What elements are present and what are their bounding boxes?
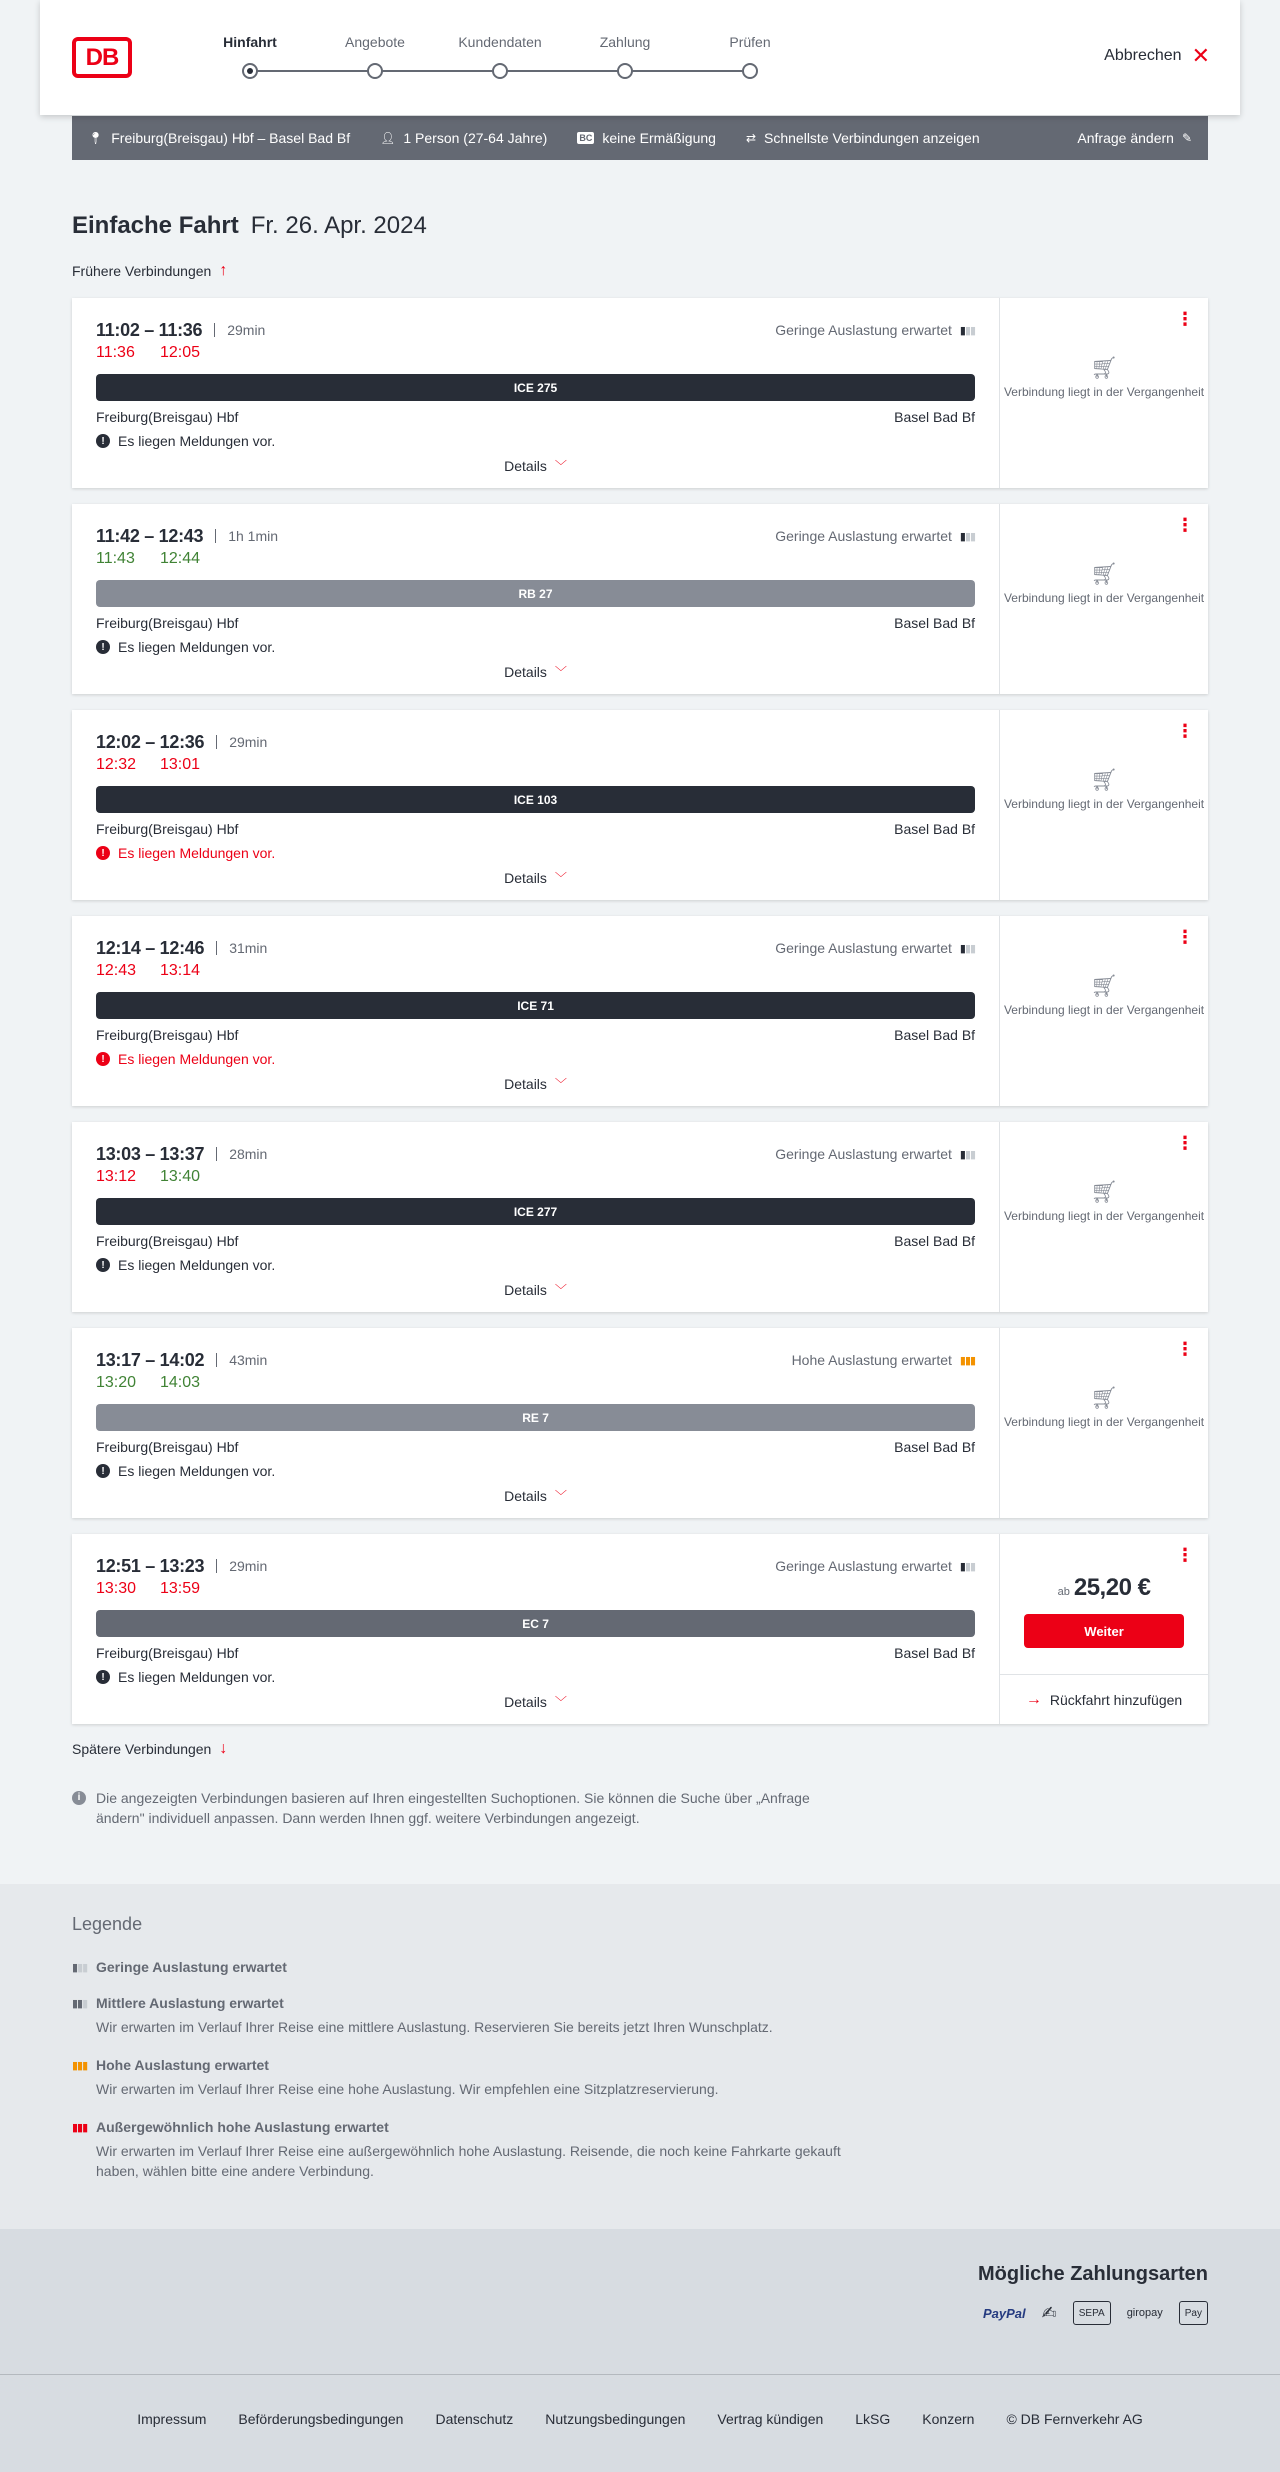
progress-steps [210,34,771,84]
cancel-button[interactable]: Abbrechen ✕ [1104,43,1210,68]
step-kundendaten: Kundendaten [440,34,560,58]
planned-times: 11:42 – 12:43 [96,525,204,546]
alert-icon: ! [96,640,110,654]
legend-item-medium: ▮▮▮ Mittlere Auslastung erwartet Wir erwarten im Verlauf Ihrer Reise eine mittlere Auslastung. Reservieren Sie bereits jetzt Ihren Wunschplatz. [72,1995,773,2035]
legend-title: Legende [72,1914,143,1934]
notice: ! Es liegen Meldungen vor. [96,1051,975,1067]
details-toggle[interactable]: Details ﹀ [504,1693,567,1710]
more-options-icon[interactable]: ⋮ [1176,1133,1194,1153]
realtime-arrival: 12:44 [160,550,201,567]
realtime-departure: 13:20 [96,1374,137,1391]
page-title-row [72,212,1208,240]
realtime-arrival: 13:40 [160,1168,201,1185]
connection-main[interactable] [72,1122,999,1312]
arrival-station: Basel Bad Bf [894,1233,976,1249]
alert-icon: ! [96,1464,110,1478]
realtime-arrival: 13:59 [160,1580,201,1597]
more-options-icon[interactable]: ⋮ [1176,515,1194,535]
connection-card [72,1328,1208,1518]
planned-times: 13:17 – 14:02 [96,1349,205,1370]
connection-side [999,710,1208,900]
planned-times: 11:02 – 11:36 [96,319,203,340]
load-low-icon: ▮▮▮ [72,1961,88,1974]
duration: 31min [229,940,268,956]
load-indicator: Geringe Auslastung erwartet ▮▮▮ [775,1558,976,1574]
details-toggle[interactable]: Details ﹀ [504,869,567,886]
later-connections-link[interactable]: Spätere Verbindungen ↓ [72,1740,228,1757]
connection-main[interactable] [72,916,999,1106]
price: ab 25,20 € [1057,1574,1151,1601]
realtime-departure: 13:30 [96,1580,137,1597]
query-discount: BC keine Ermäßigung [579,130,716,146]
more-options-icon[interactable]: ⋮ [1176,1339,1194,1359]
more-options-icon[interactable]: ⋮ [1176,1545,1194,1565]
duration: 29min [229,1558,268,1574]
train-bar: RE 7 [96,1404,975,1431]
step-dot [492,63,508,79]
load-indicator: Hohe Auslastung erwartet ▮▮▮ [791,1352,976,1368]
cart-icon: 🛒︎ [1090,561,1118,586]
train-bar: ICE 71 [96,992,975,1019]
payment-methods [0,2229,1280,2374]
query-persons: 👤︎ 1 Person (27-64 Jahre) [380,130,548,146]
planned-times: 12:51 – 13:23 [96,1555,205,1576]
more-options-icon[interactable]: ⋮ [1176,927,1194,947]
load-extreme-icon: ▮▮▮ [72,2121,88,2134]
add-return-trip-button[interactable]: → Rückfahrt hinzufügen [1000,1674,1208,1724]
connection-main[interactable] [72,504,999,694]
notice: ! Es liegen Meldungen vor. [96,1669,975,1685]
query-route: 📍︎ Freiburg(Breisgau) Hbf – Basel Bad Bf [88,130,351,146]
cart-icon: 🛒︎ [1090,1385,1118,1410]
arrival-station: Basel Bad Bf [894,821,976,837]
load-medium-icon: ▮▮▮ [72,1997,88,2010]
train-bar: ICE 275 [96,374,975,401]
connection-side [999,1328,1208,1518]
footer-link-konzern[interactable]: Konzern [922,2410,975,2427]
location-pin-icon: 📍︎ [88,131,104,145]
arrival-station: Basel Bad Bf [894,409,976,425]
query-fastest: ⇄ Schnellste Verbindungen anzeigen [745,130,980,146]
alert-icon: ! [96,1052,110,1066]
connection-card [72,916,1208,1106]
realtime-departure: 13:12 [96,1168,137,1185]
continue-button[interactable]: Weiter [1024,1614,1184,1648]
planned-times: 12:02 – 12:36 [96,731,205,752]
realtime-departure: 11:36 [96,344,135,361]
chevron-down-icon: ﹀ [554,459,567,473]
footer-link-befoerderungsbedingungen[interactable]: Beförderungsbedingungen [238,2410,404,2427]
legend [0,1884,1280,2229]
connection-card [72,504,1208,694]
connection-card [72,1534,1208,1724]
arrow-right-icon: → [1025,1690,1042,1708]
past-connection-note: 🛒︎ Verbindung liegt in der Vergangenheit [1000,360,1208,400]
footer-link-nutzungsbedingungen[interactable]: Nutzungsbedingungen [545,2410,686,2427]
realtime-arrival: 13:14 [160,962,201,979]
connection-list [0,298,1280,1724]
connection-main[interactable] [72,298,999,488]
footer-link-lksg[interactable]: LkSG [855,2410,891,2427]
notice: ! Es liegen Meldungen vor. [96,1463,975,1479]
cart-icon: 🛒︎ [1090,355,1118,380]
legend-item-extreme: ▮▮▮ Außergewöhnlich hohe Auslastung erwartet Wir erwarten im Verlauf Ihrer Reise eine außergewöhnlich hohe Auslastung. Reisende, die noch keine Fahrkarte gekauft haben, wählen bitte eine andere Verbindung. [72,2119,841,2179]
arrival-station: Basel Bad Bf [894,1439,976,1455]
change-request-button[interactable]: Anfrage ändern ✎ [1077,130,1192,146]
duration: 28min [229,1146,268,1162]
connection-side [999,916,1208,1106]
connection-main[interactable] [72,1328,999,1518]
footer [0,2374,1280,2472]
step-dot [617,63,633,79]
cart-icon: 🛒︎ [1090,767,1118,792]
paypal-icon: PayPal [983,2305,1026,2321]
step-dot [742,63,758,79]
details-toggle[interactable]: Details ﹀ [504,663,567,680]
step-hinfahrt: Hinfahrt [190,34,310,58]
load-low-icon: ▮▮▮ [959,1148,976,1161]
arrival-station: Basel Bad Bf [894,615,976,631]
footer-link-impressum[interactable]: Impressum [137,2410,207,2427]
past-connection-note: 🛒︎ Verbindung liegt in der Vergangenheit [1000,772,1208,812]
chevron-down-icon: ﹀ [554,871,567,885]
planned-times: 13:03 – 13:37 [96,1143,205,1164]
realtime-departure: 12:43 [96,962,137,979]
footer-link-vertrag-kuendigen[interactable]: Vertrag kündigen [717,2410,824,2427]
chevron-down-icon: ﹀ [554,1077,567,1091]
load-high-icon: ▮▮▮ [959,1354,976,1367]
alert-icon: ! [96,434,110,448]
close-icon: ✕ [1191,43,1210,68]
alert-icon: ! [96,1258,110,1272]
load-high-icon: ▮▮▮ [72,2059,88,2072]
details-toggle[interactable]: Details ﹀ [504,457,567,474]
load-low-icon: ▮▮▮ [959,1560,976,1573]
train-bar: ICE 103 [96,786,975,813]
chevron-down-icon: ﹀ [554,665,567,679]
departure-station: Freiburg(Breisgau) Hbf [96,1027,239,1043]
load-indicator: Geringe Auslastung erwartet ▮▮▮ [775,1146,976,1162]
query-bar [72,116,1208,160]
chevron-down-icon: ﹀ [554,1283,567,1297]
page-title: Einfache Fahrt [72,212,239,239]
load-indicator: Geringe Auslastung erwartet ▮▮▮ [775,528,976,544]
arrival-station: Basel Bad Bf [894,1645,976,1661]
departure-station: Freiburg(Breisgau) Hbf [96,409,239,425]
step-pruefen: Prüfen [690,34,810,58]
duration: 1h 1min [228,528,279,544]
realtime-arrival: 14:03 [160,1374,201,1391]
switch-arrows-icon: ⇄ [745,131,757,145]
step-dot [242,63,258,79]
more-options-icon[interactable]: ⋮ [1176,721,1194,741]
load-indicator: Geringe Auslastung erwartet ▮▮▮ [775,940,976,956]
load-low-icon: ▮▮▮ [959,942,976,955]
chevron-down-icon: ﹀ [554,1489,567,1503]
realtime-departure: 12:32 [96,756,137,773]
footer-copyright: © DB Fernverkehr AG [1006,2410,1143,2427]
connection-card [72,1122,1208,1312]
earlier-connections-link[interactable]: Frühere Verbindungen ↑ [72,262,228,279]
notice: ! Es liegen Meldungen vor. [96,433,975,449]
departure-station: Freiburg(Breisgau) Hbf [96,1233,239,1249]
duration: 29min [227,322,266,338]
legend-item-high: ▮▮▮ Hohe Auslastung erwartet Wir erwarten im Verlauf Ihrer Reise eine hohe Auslastung. Wir empfehlen eine Sitzplatzreservierung. [72,2057,719,2097]
connection-card [72,710,1208,900]
notice: ! Es liegen Meldungen vor. [96,1257,975,1273]
realtime-arrival: 13:01 [160,756,201,773]
giropay-icon: giropay [1126,2307,1163,2319]
alert-icon: ! [96,1670,110,1684]
step-dot [367,63,383,79]
connection-main[interactable] [72,710,999,900]
sepa-icon: SEPA [1073,2301,1111,2325]
past-connection-note: 🛒︎ Verbindung liegt in der Vergangenheit [1000,1184,1208,1224]
connection-side [999,1534,1208,1724]
realtime-departure: 11:43 [96,550,135,567]
planned-times: 12:14 – 12:46 [96,937,205,958]
past-connection-note: 🛒︎ Verbindung liegt in der Vergangenheit [1000,978,1208,1018]
legend-item-low: ▮▮▮ Geringe Auslastung erwartet [72,1959,287,1975]
credit-card-icon: ✍︎ [1041,2302,1057,2323]
connection-side [999,1122,1208,1312]
duration: 29min [229,734,268,750]
load-low-icon: ▮▮▮ [959,530,976,543]
search-info: i Die angezeigten Verbindungen basieren auf Ihren eingestellten Suchoptionen. Sie können die Suche über „Anfrage ändern" individuell anpassen. Dann werden Ihnen ggf. weitere Verbindungen angezeigt. [72,1788,852,1828]
person-icon: 👤︎ [380,131,396,145]
cart-icon: 🛒︎ [1090,1179,1118,1204]
notice: ! Es liegen Meldungen vor. [96,845,975,861]
past-connection-note: 🛒︎ Verbindung liegt in der Vergangenheit [1000,1390,1208,1430]
connection-main[interactable] [72,1534,999,1724]
arrival-station: Basel Bad Bf [894,1027,976,1043]
alert-icon: ! [96,846,110,860]
details-toggle[interactable]: Details ﹀ [504,1281,567,1298]
departure-station: Freiburg(Breisgau) Hbf [96,615,239,631]
notice: ! Es liegen Meldungen vor. [96,639,975,655]
info-icon: i [72,1791,86,1805]
connection-side [999,504,1208,694]
cart-icon: 🛒︎ [1090,973,1118,998]
db-logo[interactable]: DB [72,37,132,78]
footer-link-datenschutz[interactable]: Datenschutz [435,2410,514,2427]
header [40,0,1240,115]
load-low-icon: ▮▮▮ [959,324,976,337]
more-options-icon[interactable]: ⋮ [1176,309,1194,329]
travel-date: Fr. 26. Apr. 2024 [250,212,427,239]
train-bar: ICE 277 [96,1198,975,1225]
train-bar: EC 7 [96,1610,975,1637]
train-bar: RB 27 [96,580,975,607]
departure-station: Freiburg(Breisgau) Hbf [96,821,239,837]
connection-card [72,298,1208,488]
departure-station: Freiburg(Breisgau) Hbf [96,1439,239,1455]
duration: 43min [229,1352,268,1368]
step-angebote: Angebote [315,34,435,58]
apple-pay-icon: Pay [1179,2301,1208,2325]
bahncard-icon: BC [579,133,593,143]
departure-station: Freiburg(Breisgau) Hbf [96,1645,239,1661]
step-zahlung: Zahlung [565,34,685,58]
connection-side [999,298,1208,488]
arrow-down-icon: ↓ [219,1740,228,1757]
payment-title: Mögliche Zahlungsarten [977,2263,1208,2285]
past-connection-note: 🛒︎ Verbindung liegt in der Vergangenheit [1000,566,1208,606]
chevron-down-icon: ﹀ [554,1695,567,1709]
details-toggle[interactable]: Details ﹀ [504,1075,567,1092]
realtime-arrival: 12:05 [160,344,201,361]
load-indicator: Geringe Auslastung erwartet ▮▮▮ [775,322,976,338]
pencil-icon: ✎ [1181,131,1192,145]
details-toggle[interactable]: Details ﹀ [504,1487,567,1504]
arrow-up-icon: ↑ [219,262,228,279]
